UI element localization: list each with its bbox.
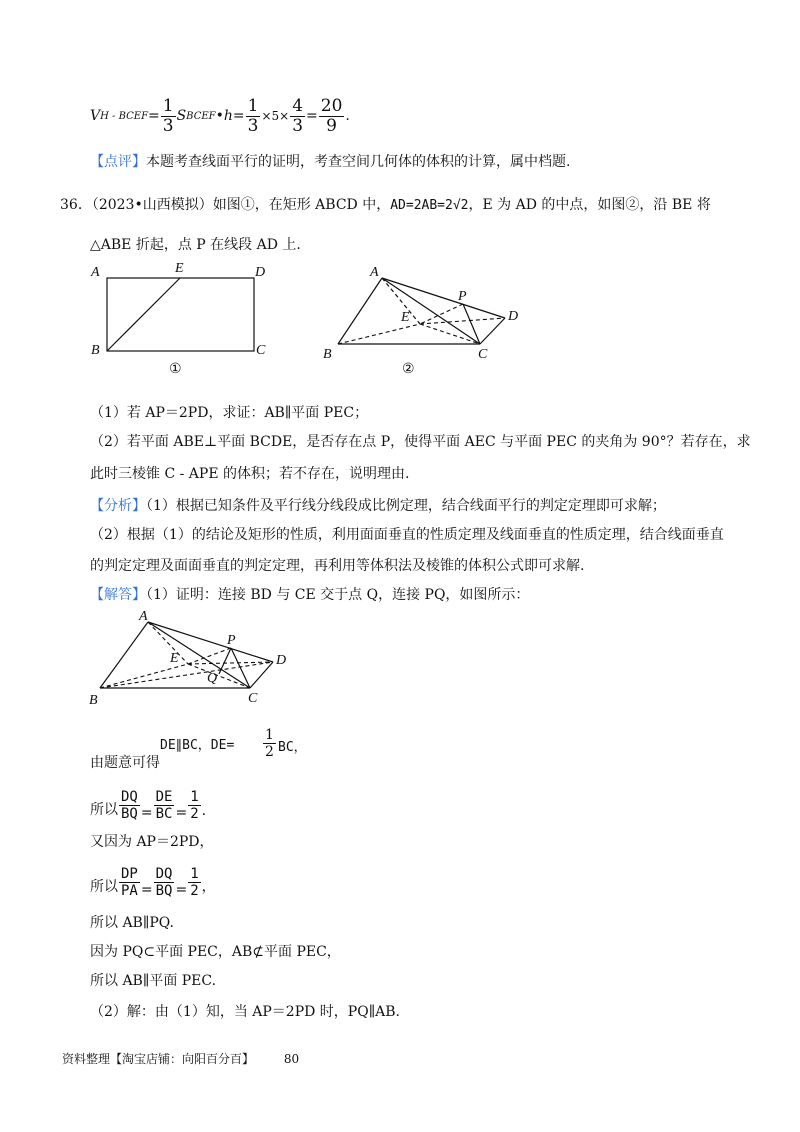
area-subscript: BCEF: [186, 110, 216, 122]
times-h: •h=: [215, 108, 245, 124]
equals-sign: =: [148, 108, 160, 124]
bc-end: BC，: [278, 740, 307, 755]
edge-cd: [480, 318, 505, 344]
fraction-dp-pa: $\frac{DP}{PA}$: [121, 866, 138, 899]
area-symbol: S: [176, 108, 187, 124]
fraction-one-third-2: $\frac{1}{3}$: [247, 95, 259, 136]
edge-ab: [100, 622, 148, 688]
figure-2-caption: ②: [402, 362, 415, 377]
part-2-line: （2）解：由（1）知，当 AP＝2PD 时，PQ∥AB.: [90, 1004, 401, 1020]
problem-statement-line2: △ABE 折起，点 P 在线段 AD 上.: [90, 237, 301, 253]
comment-text: 本题考查线面平行的证明，考查空间几何体的体积的计算，属中档题.: [146, 154, 571, 170]
de-parallel-bc: DE∥BC，DE=: [160, 738, 235, 753]
problem-number: 36．: [60, 197, 92, 213]
solution-tag: 【解答】: [90, 587, 146, 603]
volume-lhs-subscript: H - BCEF: [100, 110, 149, 122]
analysis-line2: （2）根据（1）的结论及矩形的性质，利用面面垂直的性质定理及线面垂直的性质定理，结合线面垂直: [90, 527, 724, 543]
from-given-text: 由题意可得: [90, 755, 160, 771]
analysis-line3: 的判定定理及面面垂直的判定定理，再利用等体积法及棱锥的体积公式即可求解.: [90, 558, 585, 574]
fraction-half: $\frac{1}{2}$: [265, 727, 274, 760]
period: .: [345, 108, 350, 124]
fraction-one-third: $\frac{1}{3}$: [162, 95, 174, 136]
volume-lhs: V: [90, 108, 101, 124]
fraction-result: $\frac{20}{9}$: [320, 95, 343, 136]
rectangle-abcd: [107, 278, 254, 351]
conclusion-line: 所以 AB∥平面 PEC.: [90, 973, 217, 989]
figure-2-folded: [315, 258, 535, 378]
label-b: B: [89, 693, 98, 708]
ab-parallel-pq: 所以 AB∥PQ.: [90, 915, 174, 931]
segment-be: [107, 278, 180, 351]
label-c: C: [248, 691, 258, 706]
edge-ed: [420, 318, 505, 324]
edge-be: [100, 664, 188, 688]
edge-cd: [250, 662, 273, 688]
fraction-four-thirds: $\frac{4}{3}$: [292, 95, 304, 136]
fraction-de-bc: $\frac{DE}{BC}$: [155, 789, 173, 822]
question-1: （1）若 AP＝2PD，求证：AB∥平面 PEC；: [90, 405, 369, 421]
volume-formula: [90, 96, 350, 136]
analysis-tag: 【分析】: [90, 498, 146, 514]
fraction-half-3: $\frac{1}{2}$: [190, 866, 199, 899]
problem-formula: AD=2AB=2√2: [390, 198, 469, 213]
label-e: E: [401, 310, 410, 325]
comment-line: [90, 151, 570, 171]
label-b: B: [91, 343, 100, 358]
problem-after-formula: ，E 为 AD 的中点，如图②，沿 BE 将: [468, 197, 711, 213]
solution-line1: 【解答】（1）证明：连接 BD 与 CE 交于点 Q，连接 PQ，如图所示：: [90, 587, 530, 603]
page-number: 80: [283, 1052, 300, 1066]
ratio-line-2: 所以 $\frac{DP}{PA}$ = $\frac{DQ}{BQ}$ = $\frac{1}{2}$ ，: [90, 866, 216, 899]
label-d: D: [508, 309, 519, 324]
label-q: Q: [207, 671, 218, 686]
question-2-line1: （2）若平面 ABE⊥平面 BCDE，是否存在点 P，使得平面 AEC 与平面 PEC 的夹角为 90°？若存在，求: [90, 434, 751, 450]
edge-be: [338, 324, 420, 344]
fraction-half-2: $\frac{1}{2}$: [190, 789, 199, 822]
figure-1-rectangle: [85, 258, 285, 378]
label-a: A: [370, 265, 379, 280]
analysis-line1: 【分析】（1）根据已知条件及平行线分线段成比例定理，结合线面平行的判定定理即可求解；: [90, 498, 666, 514]
fraction-dq-bq-2: $\frac{DQ}{BQ}$: [155, 866, 173, 899]
also-line: 又因为 AP＝2PD，: [90, 834, 214, 850]
figure-3-solution: [85, 606, 315, 716]
figure-1-caption: ①: [169, 362, 182, 377]
ratio-line-1: 所以 $\frac{DQ}{BQ}$ = $\frac{DE}{BC}$ = $\frac{1}{2}$ .: [90, 789, 207, 822]
problem-statement-line1: [60, 194, 711, 214]
edge-ab: [338, 278, 382, 344]
label-b: B: [323, 347, 332, 362]
label-e: E: [170, 651, 179, 666]
fraction-dq-bq: $\frac{DQ}{BQ}$: [121, 789, 138, 822]
label-d: D: [255, 265, 266, 280]
comment-tag: 【点评】: [90, 154, 146, 170]
label-d: D: [276, 653, 287, 668]
label-c: C: [478, 347, 488, 362]
footer: [62, 1050, 299, 1067]
label-a: A: [139, 609, 148, 624]
times-five: ×5×: [261, 109, 290, 123]
edge-ec: [420, 324, 480, 344]
edge-ac: [382, 278, 480, 344]
label-c: C: [256, 343, 266, 358]
label-e: E: [175, 261, 184, 276]
label-p: P: [227, 633, 236, 648]
label-a: A: [91, 265, 100, 280]
footer-source: 资料整理【淘宝店铺：向阳百分百】: [62, 1052, 255, 1066]
edge-bd: [100, 662, 273, 688]
label-p: P: [458, 289, 467, 304]
problem-source: （2023•山西模拟）如图①，在矩形 ABCD 中，: [91, 197, 391, 213]
so-prefix: 所以: [90, 802, 118, 818]
equals-sign-2: =: [306, 108, 318, 124]
so-prefix-2: 所以: [90, 879, 118, 895]
because-line: 因为 PQ⊂平面 PEC，AB⊄平面 PEC，: [90, 944, 341, 960]
question-2-line2: 此时三棱锥 C - APE 的体积；若不存在，说明理由.: [90, 466, 410, 482]
